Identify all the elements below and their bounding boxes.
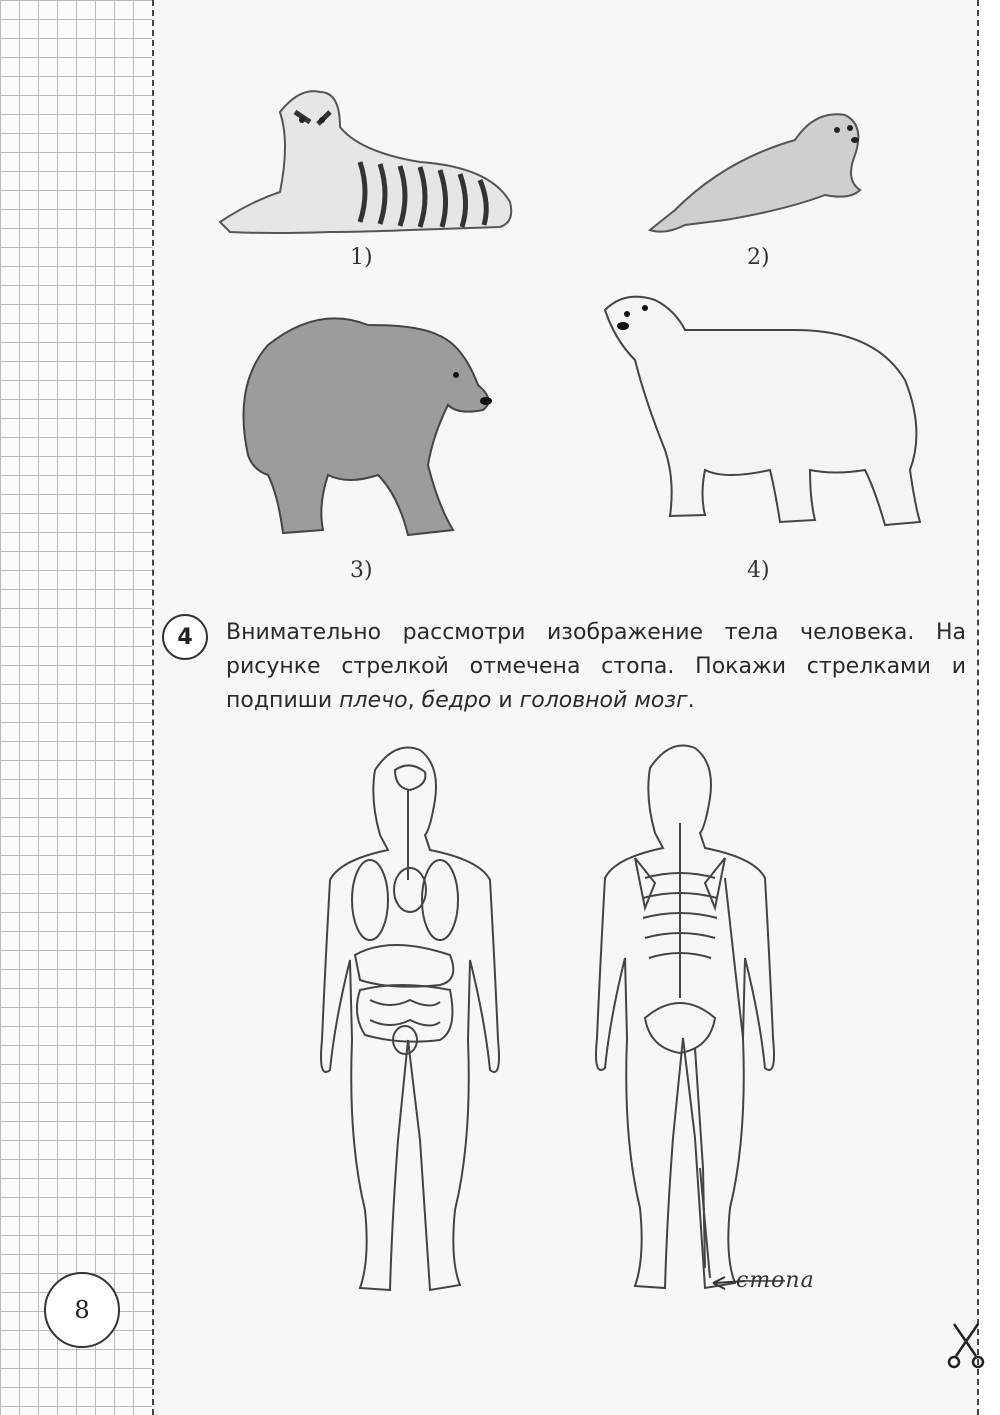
animal-caption-4: 4) (747, 558, 770, 583)
foot-label: стопа (736, 1268, 815, 1293)
term-brain: головной мозг (519, 688, 688, 713)
polar-bear-image (595, 290, 930, 530)
task-number-badge: 4 (162, 614, 208, 660)
task-sep-1: , (407, 688, 422, 713)
task-end: . (687, 688, 695, 713)
seal-image (645, 100, 875, 240)
animal-caption-1: 1) (350, 245, 373, 270)
animal-caption-2: 2) (747, 245, 770, 270)
animal-caption-3: 3) (350, 558, 373, 583)
term-thigh: бедро (421, 688, 492, 713)
task-instruction (226, 616, 966, 718)
right-margin (979, 0, 1000, 1415)
scissors-icon (946, 1320, 986, 1370)
cut-line-right (977, 0, 979, 1415)
tiger-image (210, 82, 520, 242)
task-text-main: Внимательно рассмотри изображение тела человека. На рисунке стрелкой отмечена стопа. Покажи стрелками и подпиши (226, 620, 966, 713)
task-sep-2: и (491, 688, 520, 713)
brown-bear-image (228, 305, 498, 545)
term-shoulder: плечо (339, 688, 408, 713)
human-body-front-organs (300, 740, 510, 1380)
cut-line-left (152, 0, 154, 1415)
grid-margin (0, 0, 152, 1415)
page-number-badge: 8 (44, 1272, 120, 1348)
